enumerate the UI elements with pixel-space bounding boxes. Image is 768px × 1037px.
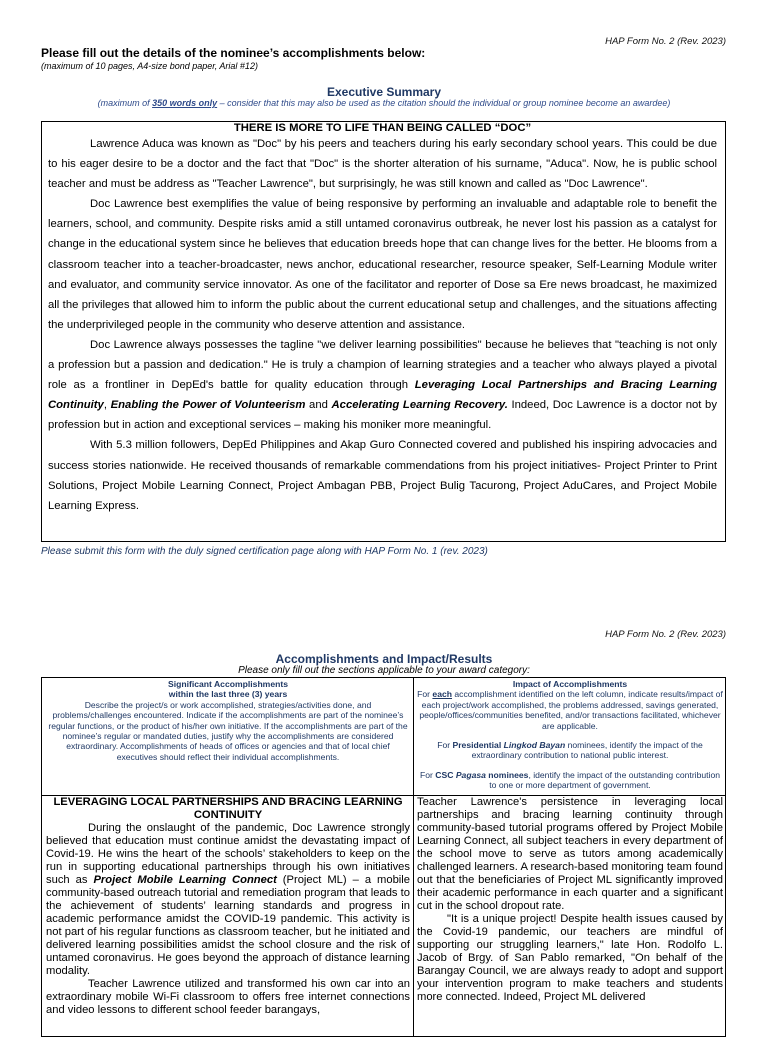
form-number: HAP Form No. 2 (Rev. 2023): [605, 36, 726, 47]
accomplishments-title: Accomplishments and Impact/Results: [275, 652, 493, 666]
impact-paragraph: "It is a unique project! Despite health issues caused by the Covid-19 pandemic, our teachers are mindful of supporting our struggling learners," late Hon. Rodolfo L. Jacob of Brgy. of San Pablo remarked, "On behalf of the Barangay Council, we are always ready to adopt and support your intervention program to make teachers and students more connected. Indeed, Project ML delivered: [417, 913, 723, 1003]
executive-summary-title: Executive Summary: [326, 85, 442, 99]
accomplishments-cell[interactable]: [46, 796, 410, 1017]
accomplishments-note: Please only fill out the sections applicable to your award category:: [238, 665, 530, 676]
column-divider: [413, 678, 414, 1036]
accomplishment-paragraph: During the onslaught of the pandemic, Doc Lawrence strongly believed that education must continue amidst the devastating impact of Covid-19. He wins the heart of the schools’ stakeholders to keep on the run in supporting educational partnerships through his own initiatives such as Project Mobile Learning Connect (Project ML) – a mobile community-based outreach tutorial and remediation program that leads to the achievement of students’ learning standards and progress in academic performance amidst the COVID-19 pandemic. This activity is not part of his regular functions as classroom teacher, but he initiated and delivered learning possibilities amidst the school closure and the risk of untamed coronavirus. He goes beyond the approach of distance learning modality.: [46, 822, 410, 977]
accomplishments-table: [41, 677, 726, 1037]
impact-header: Impact of Accomplishments For each accomplishment identified on the left column, indicate results/impact of each project/work accomplished, the problems addressed, savings generated, people/offices/communities benefited, and/or transactions facilitated, whichever are applicable. For Presidential Lingkod Bayan nominees, identify the impact of the extraordinary contribution to national public interest. For CSC Pagasa nominees, identify the impact of the outstanding contribution to one or more department of government.: [417, 679, 723, 791]
form-number: HAP Form No. 2 (Rev. 2023): [605, 629, 726, 640]
submission-note: Please submit this form with the duly signed certification page along with HAP Form No. 1 (rev. 2023): [41, 546, 488, 557]
summary-paragraph: With 5.3 million followers, DepEd Philippines and Akap Guro Connected covered and published his inspiring advocacies and success stories nationwide. He received thousands of remarkable commendations from his project initiatives- Project Printer to Print Solutions, Project Mobile Learning Connect, Project Ambagan PBB, Project Bulig Tacurong, Project AduCares, and Project Mobile Learning Express.: [48, 439, 717, 512]
significant-accomplishments-header: Significant Accomplishments within the last three (3) years Describe the project/s or work accomplished, strategies/activities done, and problems/challenges encountered. Indicate if the accomplishments are part of the nominee’s regular functions, or the product of his/her own initiative. If the accomplishments are part of the nominee’s regular or mandated duties, justify why the accomplishments are considered extraordinary. Accomplishments of heads of offices or agencies and that of local chief executives should reflect their individual accomplishments.: [48, 679, 408, 762]
impact-cell[interactable]: [417, 796, 723, 1004]
summary-paragraph: Lawrence Aduca was known as "Doc" by his peers and teachers during his early secondary school years. This could be due to his eager desire to be a doctor and the fact that "Doc" is the shorter alteration of his surname, "Aduca". Now, he is public school teacher and must be address as "Teacher Lawrence", but surprisingly, he was still known and called as "Doc Lawrence".: [48, 138, 717, 191]
accomplishment-heading: LEVERAGING LOCAL PARTNERSHIPS AND BRACING LEARNING CONTINUITY: [53, 796, 403, 821]
accomplishment-paragraph: Teacher Lawrence utilized and transformed his own car into an extraordinary mobile Wi-Fi classroom to offers free internet connections and video lessons to different school feeder barangays,: [46, 978, 410, 1016]
summary-heading: THERE IS MORE TO LIFE THAN BEING CALLED “DOC”: [233, 122, 532, 134]
impact-paragraph: Teacher Lawrence's persistence in leveraging local partnerships and bracing learning continuity through community-based tutorial programs offered by Project Mobile Learning Connect, all subject teachers in every department of the school move to serve as tutors among academically challenged learners. A research-based monitoring team found out that the beneficiaries of Project ML significantly improved their academic performance in each quarter and a significant cut in the school dropout rate.: [417, 796, 723, 912]
instructions-subheading: (maximum of 10 pages, A4-size bond paper, Arial #12): [41, 61, 258, 71]
summary-paragraph: Doc Lawrence always possesses the tagline "we deliver learning possibilities" because he believes that "teaching is not only a profession but a passion and dedication." He is truly a champion of learning strategies and a teacher who always played a pivotal role as a frontliner in DepEd's battle for quality education through Leveraging Local Partnerships and Bracing Learning Continuity, Enabling the Power of Volunteerism and Accelerating Learning Recovery. Indeed, Doc Lawrence is a doctor not by profession but in action and exceptional services – making his moniker more meaningful.: [48, 338, 718, 432]
executive-summary-box[interactable]: [41, 121, 726, 542]
instructions-heading: Please fill out the details of the nominee’s accomplishments below:: [41, 46, 426, 60]
summary-paragraph: Doc Lawrence best exemplifies the value of being responsive by performing an invaluable and adaptable role to benefit the learners, school, and community. Despite risks amid a still untamed coronavirus outbreak, he never lost his passion as a catalyst for change in the educational system since he believes that education breeds hope that can change lives for the better. He blooms from a classroom teacher into a teacher-broadcaster, news anchor, educational researcher, resource speaker, Self-Learning Module writer and evaluator, and community service innovator. As one of the facilitator and reporter of Dose sa Ere news broadcast, he maximized all the privileges that allowed him to inform the public about the current educational setup and challenges, and the situations affecting the underprivileged people in the community who deserve attention and assistance.: [48, 198, 717, 331]
executive-summary-note: (maximum of 350 words only – consider that this may also be used as the citation should the individual or group nominee become an awardee): [97, 98, 671, 108]
